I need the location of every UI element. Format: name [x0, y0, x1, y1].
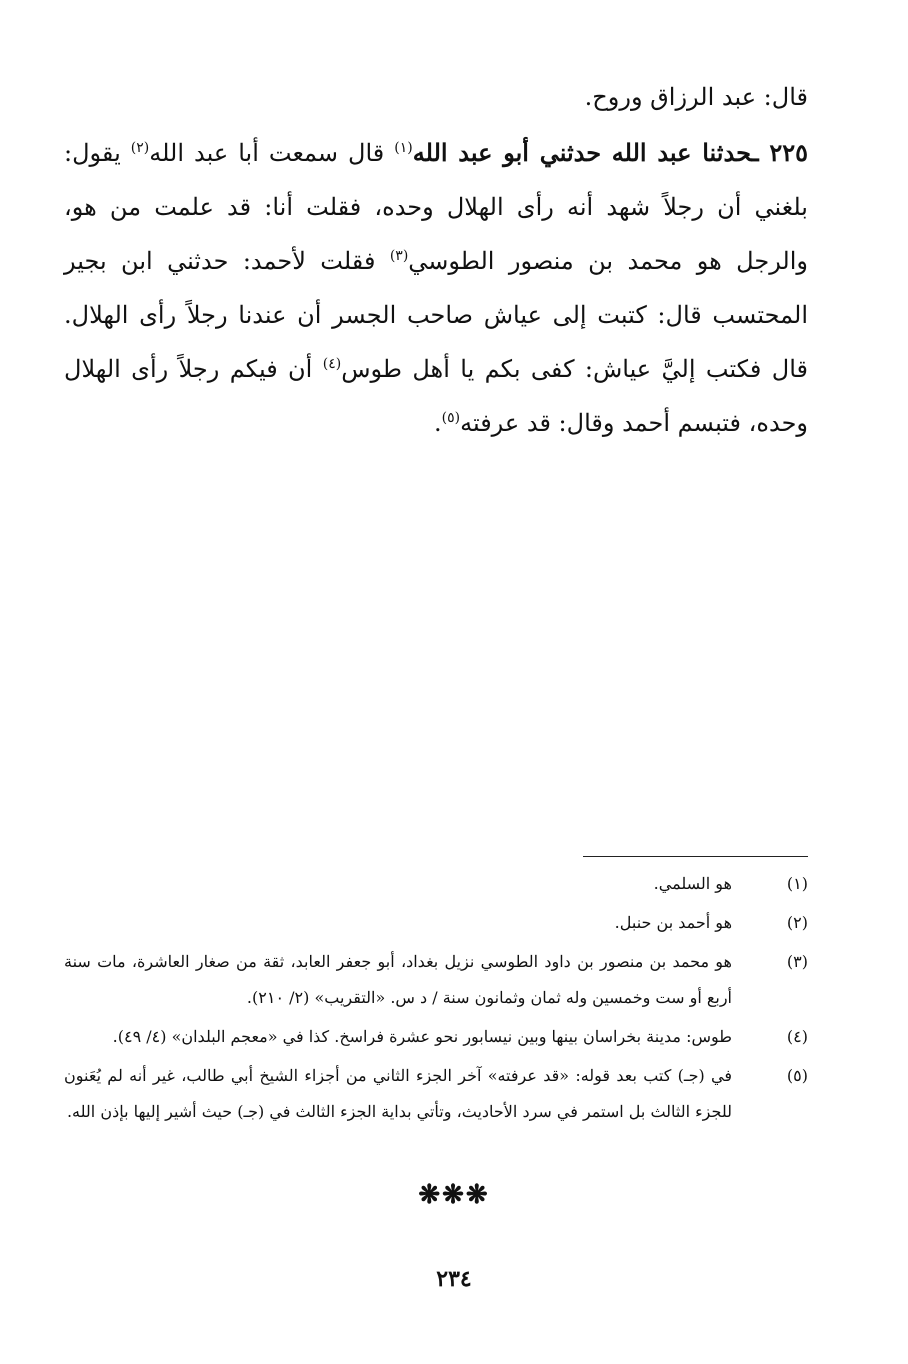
paragraph-2-text-c: فقلت لأحمد: حدثني ابن بجير المحتسب قال: كتبت إلى عياش صاحب الجسر أن عندنا رجلاً رأى الهلال. قال فكتب إليَّ عياش: كفى بكم يا أهل طوس	[64, 247, 809, 383]
footnotes	[64, 866, 808, 1133]
footnote-ref-4[interactable]: (٤)	[322, 356, 342, 372]
footnote-ref-5[interactable]: (٥)	[441, 410, 461, 426]
footnote-ref-1[interactable]: (١)	[394, 140, 413, 156]
footnote-2	[64, 905, 808, 941]
footnote-text: طوس: مدينة بخراسان بينها وبين نيسابور نحو عشرة فراسخ. كذا في «معجم البلدان» (٤/ ٤٩).	[112, 1027, 732, 1046]
footnote-4	[64, 1019, 808, 1055]
paragraph-1	[64, 70, 808, 124]
main-text	[64, 70, 808, 450]
paragraph-2-text-a: قال سمعت أبا عبد الله	[149, 139, 395, 167]
paragraph-2-end: .	[433, 409, 442, 437]
paragraph-2-text-b: يقول: بلغني أن رجلاً شهد أنه رأى الهلال وحده، فقلت أنا: قد علمت من هو، والرجل هو محمد بن منصور الطوسي	[64, 139, 809, 275]
footnote-number: (١)	[786, 874, 808, 893]
hadith-opening: حدثنا عبد الله حدثني أبو عبد الله	[412, 138, 752, 167]
hadith-number: ٢٢٥ ـ	[751, 138, 809, 167]
footnote-ref-2[interactable]: (٢)	[130, 140, 150, 156]
footnote-text: هو أحمد بن حنبل.	[614, 913, 732, 932]
page-number: ٢٣٤	[436, 1266, 472, 1292]
paragraph-2-text-d: أن فيكم رجلاً رأى الهلال وحده، فتبسم أحمد وقال: قد عرفته	[64, 355, 808, 437]
footnote-number: (٣)	[786, 952, 808, 971]
footnote-text: هو محمد بن منصور بن داود الطوسي نزيل بغداد، أبو جعفر العابد، ثقة من صغار العاشرة، مات سنة أربع أو ست وخمسين وله ثمان وثمانون سنة / د س. «التقريب» (٢/ ٢١٠).	[64, 952, 732, 1007]
footnote-1	[64, 866, 808, 902]
paragraph-1-text: قال: عبد الرزاق وروح.	[584, 83, 808, 111]
footnote-ref-3[interactable]: (٣)	[389, 248, 409, 264]
footnote-3	[64, 944, 808, 1016]
footnote-number: (٤)	[786, 1027, 808, 1046]
footnote-number: (٢)	[786, 913, 808, 932]
footnote-divider	[583, 856, 808, 857]
footnote-number: (٥)	[786, 1066, 808, 1085]
footnote-5	[64, 1058, 808, 1130]
footnote-text: هو السلمي.	[653, 874, 732, 893]
paragraph-2	[64, 126, 808, 450]
section-ornament: ❋❋❋	[418, 1180, 490, 1210]
footnote-text: في (جـ) كتب بعد قوله: «قد عرفته» آخر الجزء الثاني من أجزاء الشيخ أبي طالب، غير أنه لم يُعَنون للجزء الثالث بل استمر في سرد الأحاديث، وتأتي بداية الجزء الثالث في (جـ) حيث أشير إليها بإذن الله.	[64, 1066, 732, 1121]
